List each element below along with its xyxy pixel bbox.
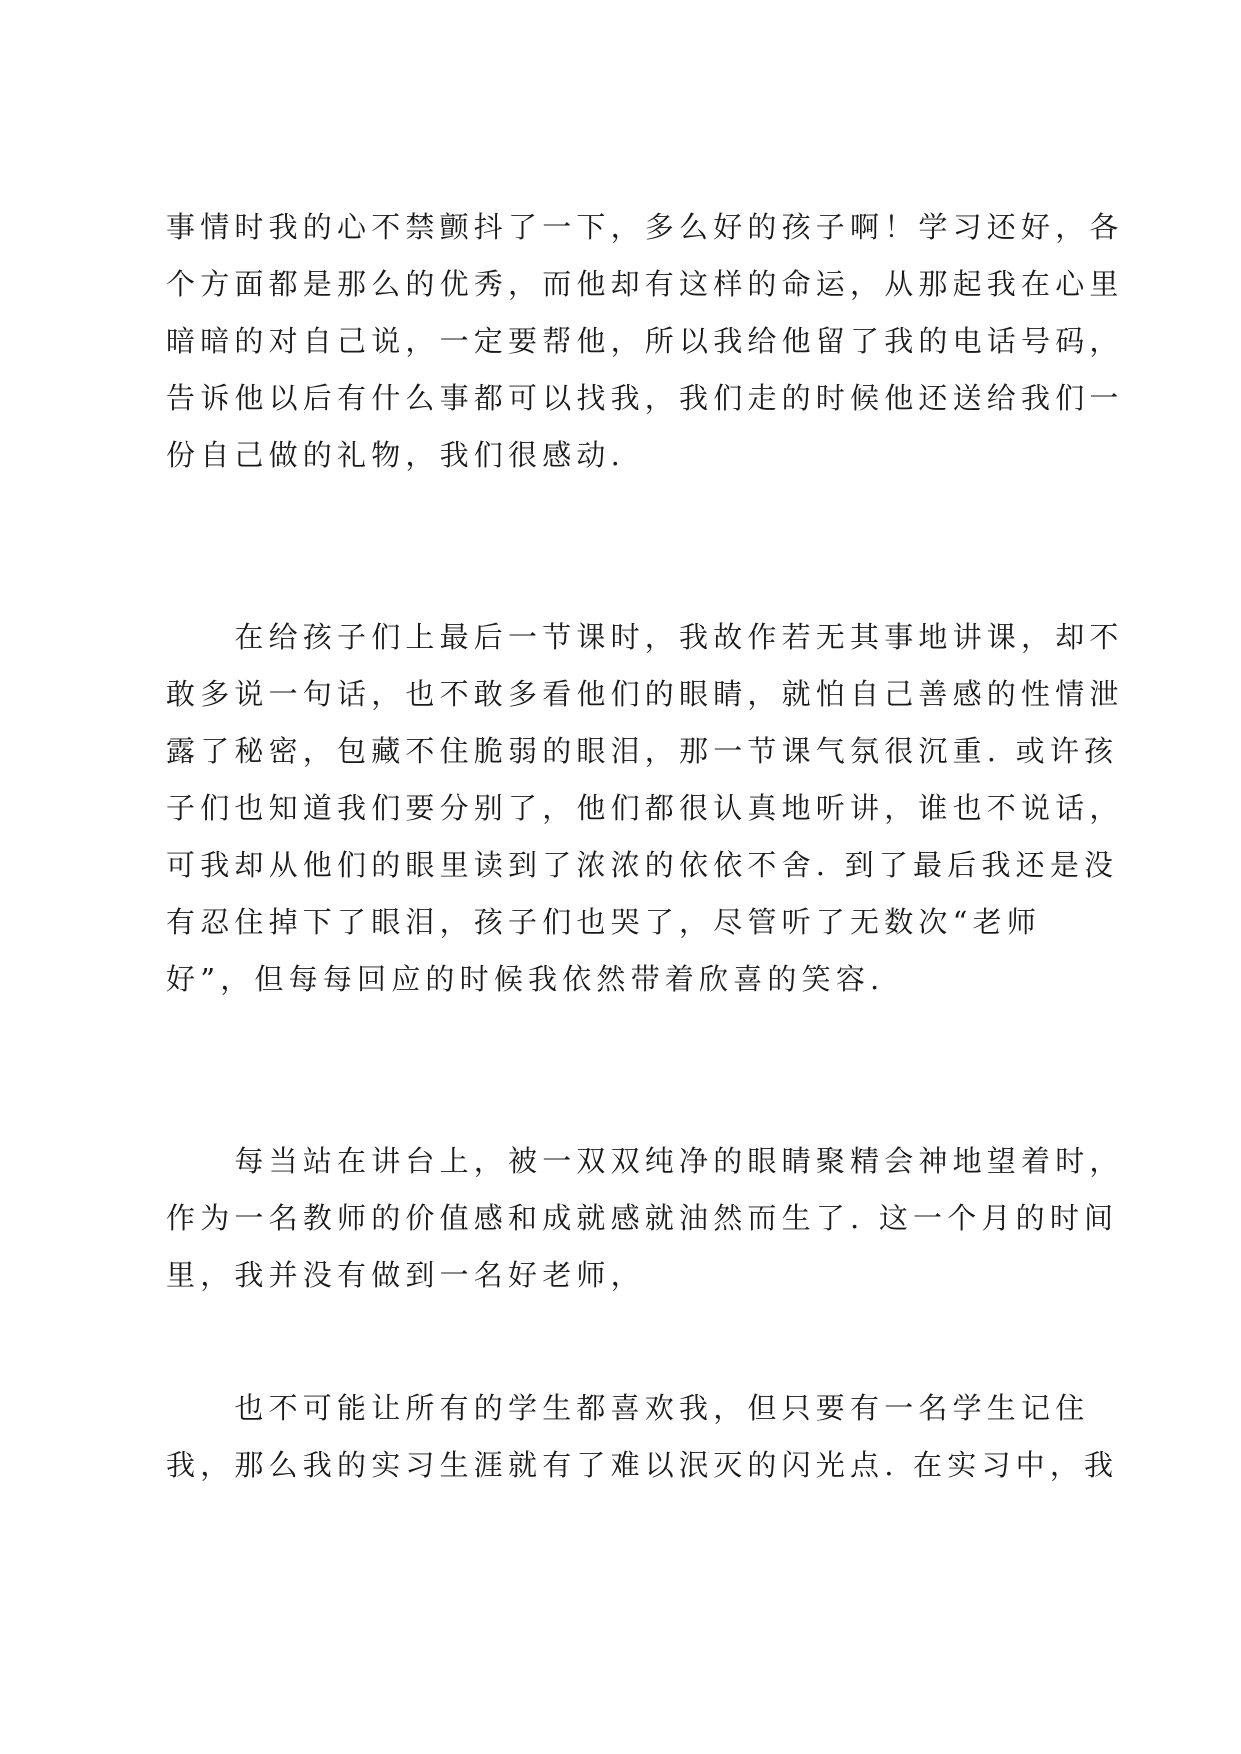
text-line: 个方面都是那么的优秀，而他却有这样的命运，从那起我在心里 <box>166 267 1124 301</box>
text-line: 也不可能让所有的学生都喜欢我，但只要有一名学生记住 <box>166 1391 1090 1425</box>
text-line: 在给孩子们上最后一节课时，我故作若无其事地讲课，却不 <box>166 620 1124 654</box>
text-line: 我，那么我的实习生涯就有了难以泯灭的闪光点. 在实习中，我 <box>166 1448 1119 1482</box>
text-line: 可我却从他们的眼里读到了浓浓的依依不舍. 到了最后我还是没 <box>166 848 1119 882</box>
text-line: 敢多说一句话，也不敢多看他们的眼睛，就怕自己善感的性情泄 <box>166 677 1124 711</box>
text-line: 事情时我的心不禁颤抖了一下，多么好的孩子啊！学习还好，各 <box>166 210 1124 244</box>
text-line: 每当站在讲台上，被一双双纯净的眼睛聚精会神地望着时， <box>166 1144 1124 1178</box>
text-line: 有忍住掉下了眼泪，孩子们也哭了，尽管听了无数次“老师 <box>166 905 1042 939</box>
text-line: 份自己做的礼物，我们很感动. <box>166 438 626 472</box>
text-line: 露了秘密，包藏不住脆弱的眼泪，那一节课气氛很沉重. 或许孩 <box>166 734 1119 768</box>
text-line: 好”，但每每回应的时候我依然带着欣喜的笑容. <box>166 962 885 996</box>
text-line: 暗暗的对自己说，一定要帮他，所以我给他留了我的电话号码， <box>166 324 1124 358</box>
text-line: 作为一名教师的价值感和成就感就油然而生了. 这一个月的时间 <box>166 1201 1119 1235</box>
text-line: 子们也知道我们要分别了，他们都很认真地听讲，谁也不说话， <box>166 791 1124 825</box>
text-line: 里，我并没有做到一名好老师， <box>166 1258 645 1292</box>
text-line: 告诉他以后有什么事都可以找我，我们走的时候他还送给我们一 <box>166 381 1124 415</box>
